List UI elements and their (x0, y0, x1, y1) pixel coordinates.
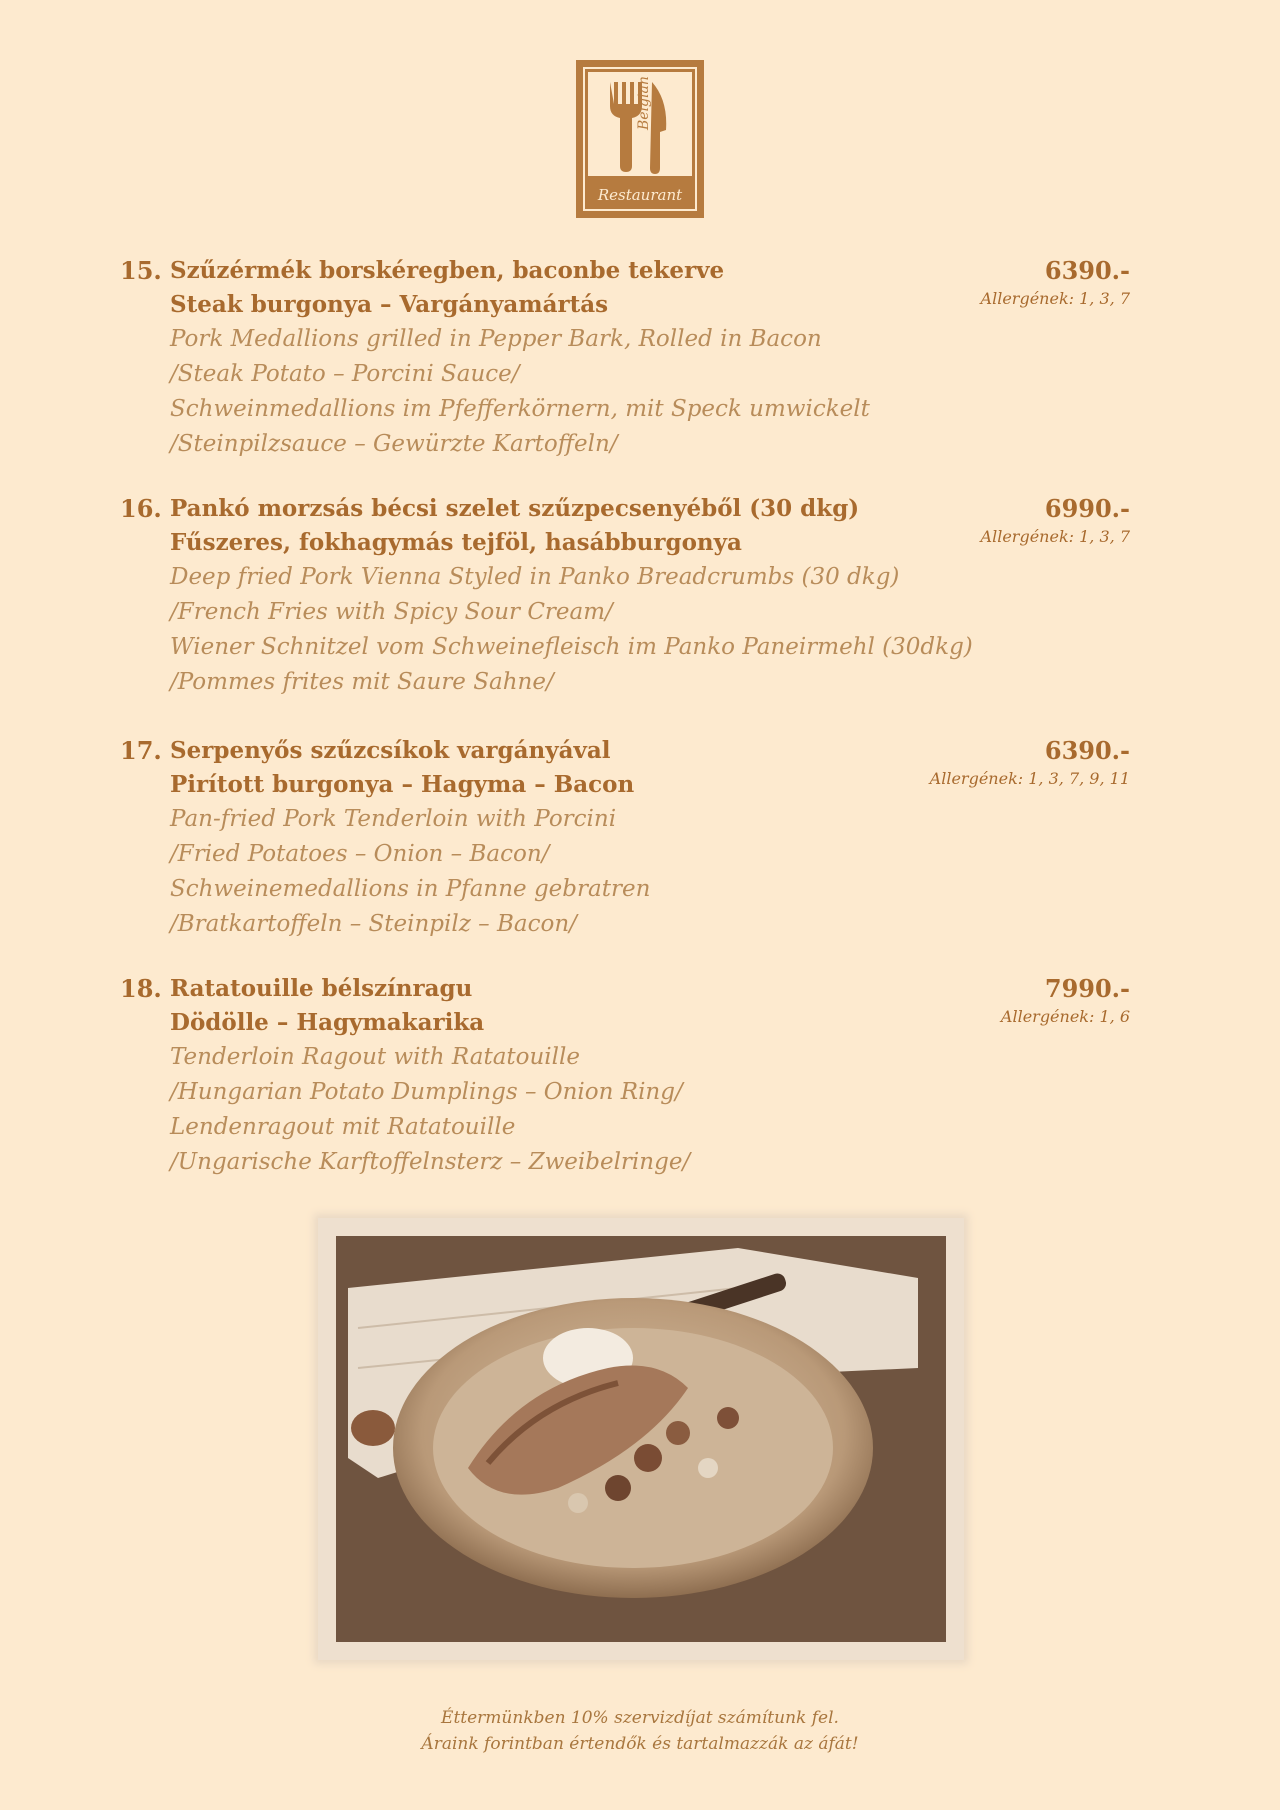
item-desc-en: Pork Medallions grilled in Pepper Bark, Rolled in Bacon (170, 326, 822, 352)
item-desc-de: Lendenragout mit Ratatouille (170, 1114, 516, 1140)
item-title-hu: Serpenyős szűzcsíkok vargányával (170, 737, 611, 764)
item-side-de: /Ungarische Karftoffelnsterz – Zweibelringe/ (170, 1149, 691, 1175)
item-number: 15. (120, 256, 162, 285)
item-allergens: Allergének: 1, 3, 7 (980, 527, 1130, 546)
item-price: 7990.- (1044, 974, 1130, 1003)
item-title-hu: Pankó morzsás bécsi szelet szűzpecsenyéből (30 dkg) (170, 495, 860, 522)
item-side-hu: Dödölle – Hagymakarika (170, 1009, 485, 1036)
item-desc-en: Tenderloin Ragout with Ratatouille (170, 1044, 580, 1070)
footer-price-note: Áraink forintban értendők és tartalmazzák az áfát! (421, 1734, 859, 1754)
item-side-hu: Pirított burgonya – Hagyma – Bacon (170, 771, 635, 798)
item-allergens: Allergének: 1, 3, 7 (980, 289, 1130, 308)
item-allergens: Allergének: 1, 3, 7, 9, 11 (929, 769, 1130, 788)
item-desc-de: Schweinmedallions im Pfefferkörnern, mit Speck umwickelt (170, 396, 870, 422)
item-side-en: /Steak Potato – Porcini Sauce/ (170, 361, 520, 387)
food-photo (318, 1218, 964, 1660)
item-side-hu: Steak burgonya – Vargányamártás (170, 291, 609, 318)
item-desc-de: Wiener Schnitzel vom Schweinefleisch im Panko Paneirmehl (30dkg) (170, 634, 973, 660)
item-side-en: /Fried Potatoes – Onion – Bacon/ (170, 841, 550, 867)
item-price: 6390.- (1044, 256, 1130, 285)
item-title-hu: Szűzérmék borskéregben, baconbe tekerve (170, 257, 725, 284)
item-side-de: /Bratkartoffeln – Steinpilz – Bacon/ (170, 911, 577, 937)
item-desc-en: Deep fried Pork Vienna Styled in Panko Breadcrumbs (30 dkg) (170, 564, 900, 590)
item-price: 6990.- (1044, 494, 1130, 523)
item-side-en: /Hungarian Potato Dumplings – Onion Ring/ (170, 1079, 683, 1105)
restaurant-logo (576, 60, 704, 218)
logo-subtitle: Restaurant (597, 186, 683, 204)
item-side-de: /Pommes frites mit Saure Sahne/ (170, 669, 554, 695)
item-side-en: /French Fries with Spicy Sour Cream/ (170, 599, 613, 625)
item-side-hu: Fűszeres, fokhagymás tejföl, hasábburgonya (170, 529, 742, 556)
item-number: 18. (120, 974, 162, 1003)
item-title-hu: Ratatouille bélszínragu (170, 975, 473, 1002)
logo-brand-text: Belgian (636, 76, 652, 130)
item-number: 17. (120, 736, 162, 765)
item-number: 16. (120, 494, 162, 523)
item-side-de: /Steinpilzsauce – Gewürzte Kartoffeln/ (170, 431, 618, 457)
menu-item (120, 492, 1130, 702)
item-desc-en: Pan-fried Pork Tenderloin with Porcini (170, 806, 617, 832)
menu-item (120, 254, 1130, 464)
item-desc-de: Schweinemedallions in Pfanne gebratren (170, 876, 651, 902)
footer-service-charge: Éttermünkben 10% szervizdíjat számítunk fel. (441, 1708, 839, 1728)
menu-item (120, 972, 1130, 1182)
item-price: 6390.- (1044, 736, 1130, 765)
item-allergens: Allergének: 1, 6 (1000, 1007, 1130, 1026)
menu-item (120, 734, 1130, 944)
